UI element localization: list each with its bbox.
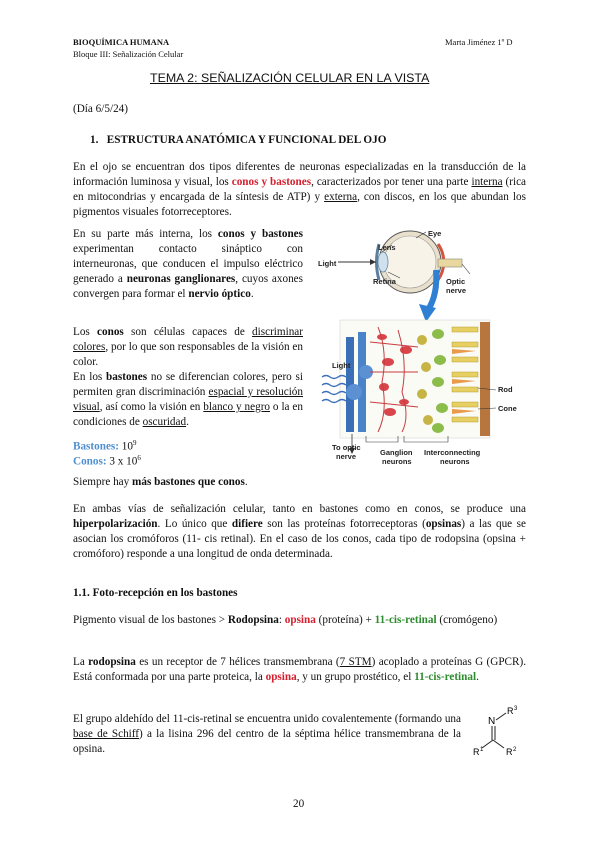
label-lens: Lens	[378, 243, 396, 252]
section-title: ESTRUCTURA ANATÓMICA Y FUNCIONAL DEL OJO	[106, 134, 387, 146]
label-ganglion-1: Ganglion	[380, 448, 413, 457]
label-light-top: Light	[318, 259, 337, 268]
label-inter-1: Interconnecting	[424, 448, 481, 457]
paragraph-bastones: En los bastones no se diferencian colores, pero si permiten gran discriminación espacial y resolución visual, así como la visión en blanco y negro o la en condiciones de oscuridad.	[73, 371, 304, 428]
header-author: Marta Jiménez 1º D	[445, 37, 513, 47]
label-optic-1: Optic	[446, 277, 466, 286]
page-title: TEMA 2: SEÑALIZACIÓN CELULAR EN LA VISTA	[150, 71, 430, 85]
label-retina: Retina	[373, 277, 396, 286]
schiff-base-structure	[470, 702, 532, 758]
section-heading-1-1: 1.1. Foto-recepción en los bastones	[73, 587, 238, 599]
chem-nitrogen: N	[488, 716, 496, 727]
header-course-title: BIOQUÍMICA HUMANA	[73, 37, 170, 47]
chem-r2: R	[506, 747, 513, 757]
paragraph-hyperpolarization: En ambas vías de señalización celular, tanto en bastones como en conos, se produce una hiperpolarización. Lo único que difiere son las proteínas fotorreceptoras (opsinas) a las que se asocian los cromóforos (11- cis retinal). En el caso de los conos, cada tipo de rodopsina (opsina + cromóforo) responde a una longitud de onda determinada.	[73, 503, 526, 560]
section-heading-1	[90, 133, 386, 148]
paragraph-pigment: Pigmento visual de los bastones > Rodopsina: opsina (proteína) + 11-cis-retinal (cromógeno)	[73, 614, 498, 626]
page-number: 20	[293, 798, 305, 810]
conos-count: Conos: 3 x $10^6$	[73, 454, 141, 468]
chem-r2-sub: 2	[513, 747, 517, 753]
bastones-count: Bastones: $10^9$	[73, 439, 137, 453]
label-light-mid: Light	[332, 361, 351, 370]
date-label: (Día 6/5/24)	[73, 103, 128, 115]
label-inter-2: neurons	[440, 457, 470, 466]
chem-r1-sub: 1	[480, 747, 484, 753]
label-to-optic-1: To optic	[332, 443, 361, 452]
paragraph-synapse: En su parte más interna, los conos y bastones experimentan contacto sináptico con interneuronas, que conducen el impulso eléctrico generado a neuronas ganglionares, cuyos axones convergen para formar el nervio óptico.	[73, 228, 304, 300]
label-to-optic-2: nerve	[336, 452, 357, 461]
paragraph-more-rods: Siempre hay más bastones que conos.	[73, 476, 248, 488]
retina-cells	[340, 320, 490, 438]
eye-retina-figure	[318, 222, 550, 470]
chem-r3-sub: 3	[514, 706, 518, 712]
paragraph-intro: En el ojo se encuentran dos tipos diferentes de neuronas especializadas en la transducción de la información luminosa y visual, los conos y bastones, caracterizados por tener una parte interna (rica en mitocondrias y encargada de la síntesis de ATP) y externa, con discos, en los que abundan los pigmentos visuales fotorreceptores.	[73, 161, 526, 218]
paragraph-rhodopsin: La rodopsina es un receptor de 7 hélices transmembrana (7 STM) acoplado a proteínas G (GPCR). Está conformada por una parte proteica, la opsina, y un grupo prostético, el 11-cis-retinal.	[73, 656, 526, 683]
label-ganglion-2: neurons	[382, 457, 412, 466]
label-eye: Eye	[428, 229, 442, 238]
paragraph-schiff-base: El grupo aldehído del 11-cis-retinal se encuentra unido covalentemente (formando una base de Schiff) a la lisina 296 del centro de la séptima hélice transmembrana de la opsina.	[73, 713, 461, 755]
chem-r1: R	[473, 747, 480, 757]
label-rod: Rod	[498, 385, 513, 394]
header-block-subtitle: Bloque III: Señalización Celular	[73, 49, 184, 59]
label-optic-2: nerve	[446, 286, 467, 295]
label-cone: Cone	[498, 404, 517, 413]
paragraph-conos: Los conos son células capaces de discriminar colores, por lo que son responsables de la visión en color.	[73, 326, 303, 368]
section-number: 1.	[90, 134, 99, 146]
chem-r3: R	[507, 706, 514, 716]
